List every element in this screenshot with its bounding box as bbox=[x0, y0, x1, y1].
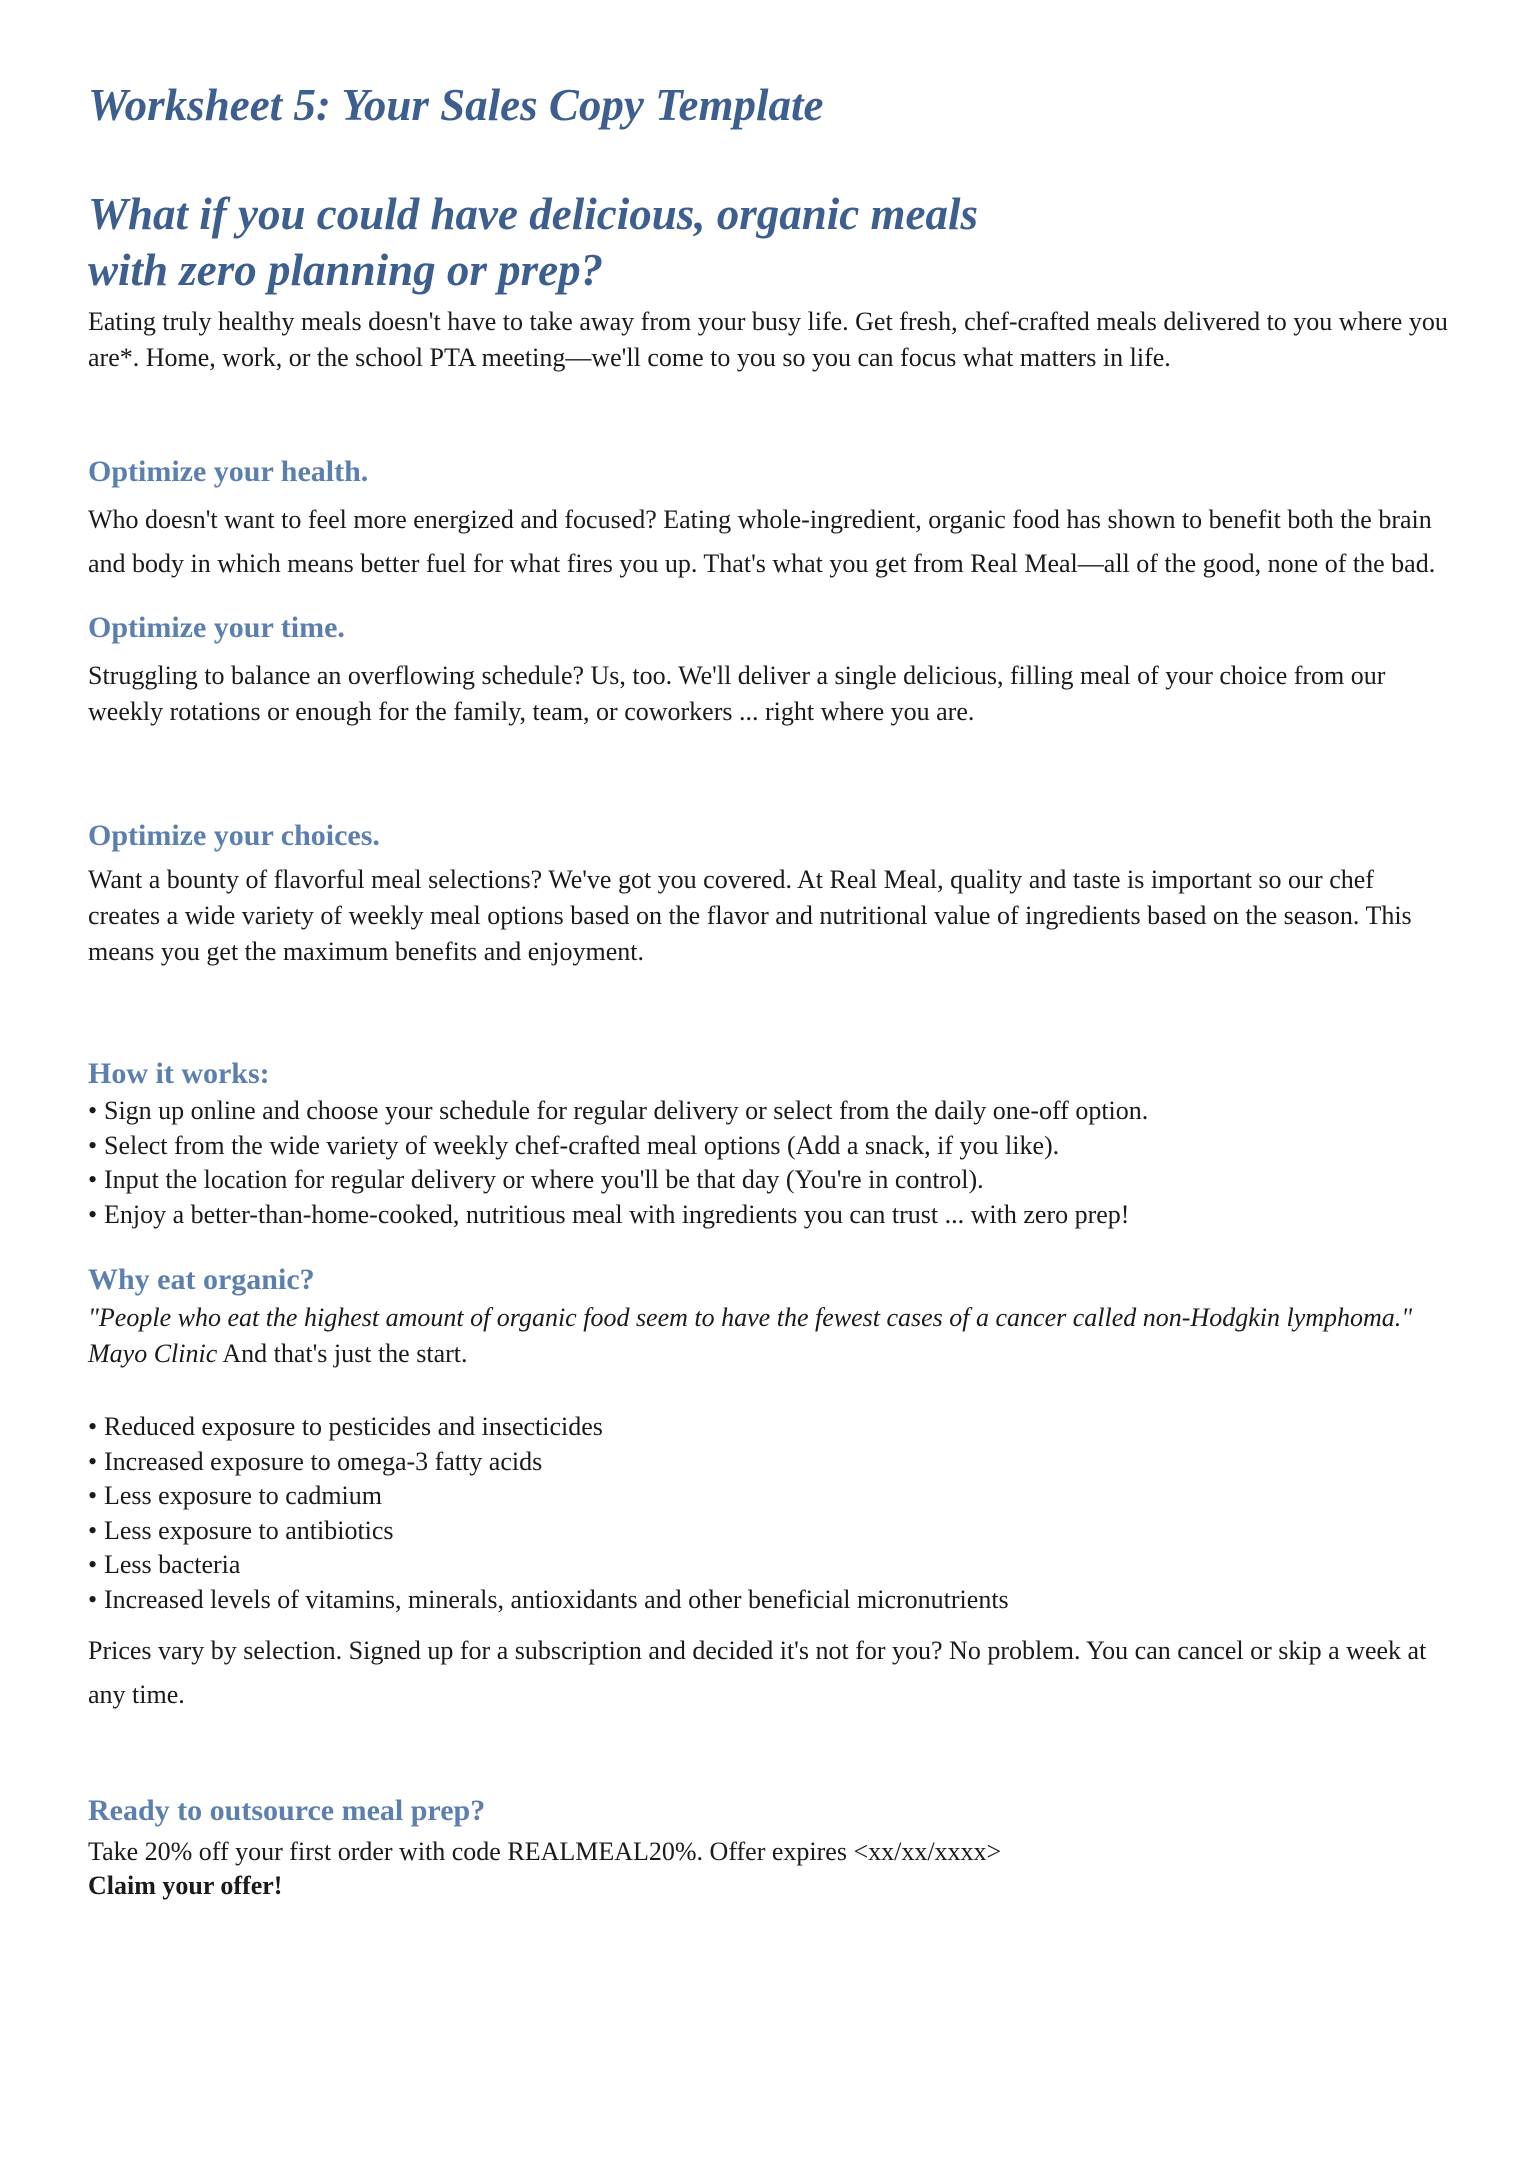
list-item: • Reduced exposure to pesticides and insecticides bbox=[88, 1410, 1448, 1445]
claim-offer-link[interactable]: Claim your offer! bbox=[88, 1871, 283, 1900]
headline bbox=[88, 186, 1448, 298]
choices-body: Want a bounty of flavorful meal selections? We've got you covered. At Real Meal, quality and taste is important so our chef creates a wide variety of weekly meal options based on the flavor and nutritional value of ingredients based on the season. This means you get the maximum benefits and enjoyment. bbox=[88, 865, 1412, 966]
list-item: • Less exposure to antibiotics bbox=[88, 1514, 1448, 1549]
list-item: • Increased levels of vitamins, minerals, antioxidants and other beneficial micronutrients bbox=[88, 1583, 1448, 1618]
organic-benefits-list bbox=[88, 1410, 1448, 1617]
pricing-paragraph: Prices vary by selection. Signed up for a subscription and decided it's not for you? No problem. You can cancel or skip a week at any time. bbox=[88, 1636, 1427, 1709]
intro-paragraph: Eating truly healthy meals doesn't have to take away from your busy life. Get fresh, chef-crafted meals delivered to you where you are*. Home, work, or the school PTA meeting—we'll come to you so you can focus what matters in life. bbox=[88, 307, 1448, 372]
cta-heading: Ready to outsource meal prep? bbox=[88, 1794, 486, 1827]
why-organic-heading: Why eat organic? bbox=[88, 1263, 315, 1296]
how-it-works-heading: How it works: bbox=[88, 1057, 270, 1090]
list-item: • Less bacteria bbox=[88, 1548, 1448, 1583]
health-heading: Optimize your health. bbox=[88, 455, 369, 488]
mayo-clinic-quote: "People who eat the highest amount of organic food seem to have the fewest cases of a cancer called non-Hodgkin lymphoma." Mayo Clinic bbox=[88, 1303, 1413, 1368]
worksheet-page bbox=[88, 78, 1448, 1903]
health-body: Who doesn't want to feel more energized and focused? Eating whole-ingredient, organic food has shown to benefit both the brain and body in which means better fuel for what fires you up. That's what you get from Real Meal—all of the good, none of the bad. bbox=[88, 505, 1436, 578]
list-item: • Input the location for regular delivery or where you'll be that day (You're in control). bbox=[88, 1163, 1448, 1198]
time-heading: Optimize your time. bbox=[88, 611, 345, 644]
time-body: Struggling to balance an overflowing schedule? Us, too. We'll deliver a single delicious, filling meal of your choice from our weekly rotations or enough for the family, team, or coworkers ... right where you are. bbox=[88, 661, 1386, 726]
organic-quote-paragraph bbox=[88, 1300, 1448, 1372]
offer-text: Take 20% off your first order with code REALMEAL20%. Offer expires <xx/xx/xxxx> bbox=[88, 1837, 1002, 1866]
list-item: • Sign up online and choose your schedule for regular delivery or select from the daily one-off option. bbox=[88, 1094, 1448, 1129]
quote-tail: And that's just the start. bbox=[217, 1339, 468, 1368]
headline-line-1: What if you could have delicious, organic meals bbox=[88, 189, 979, 239]
headline-line-2: with zero planning or prep? bbox=[88, 245, 604, 295]
list-item: • Increased exposure to omega-3 fatty acids bbox=[88, 1445, 1448, 1480]
list-item: • Enjoy a better-than-home-cooked, nutritious meal with ingredients you can trust ... with zero prep! bbox=[88, 1198, 1448, 1233]
list-item: • Select from the wide variety of weekly chef-crafted meal options (Add a snack, if you like). bbox=[88, 1129, 1448, 1164]
worksheet-title: Worksheet 5: Your Sales Copy Template bbox=[88, 80, 824, 130]
choices-heading: Optimize your choices. bbox=[88, 819, 380, 852]
how-it-works-list bbox=[88, 1094, 1448, 1232]
list-item: • Less exposure to cadmium bbox=[88, 1479, 1448, 1514]
